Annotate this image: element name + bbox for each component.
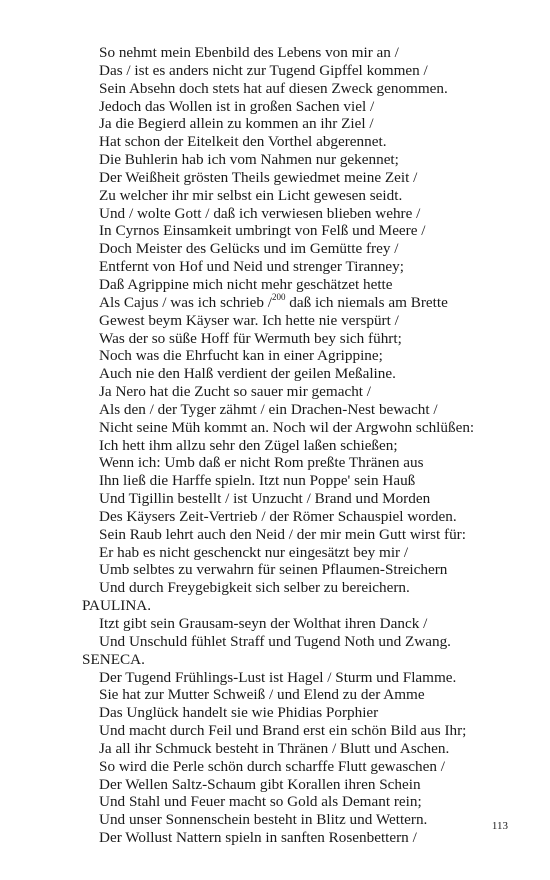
line-text: Entfernt von Hof und Neid und strenger Tiranney; xyxy=(99,258,404,276)
line-text: Wenn ich: Umb daß er nicht Rom preßte Thränen aus xyxy=(99,454,424,472)
line-text: So wird die Perle schön durch scharffe Flutt gewaschen / xyxy=(99,757,445,775)
line-text: Sein Raub lehrt auch den Neid / der mir mein Gutt wirst für: xyxy=(99,525,466,543)
line-text: Und durch Freygebigkeit sich selber zu bereichern. xyxy=(99,579,410,597)
verse-line xyxy=(82,508,522,526)
verse-line xyxy=(82,222,522,240)
verse-line xyxy=(82,330,522,348)
line-text: Nicht seine Müh kommt an. Noch wil der Argwohn schlüßen: xyxy=(99,418,475,436)
verse-line xyxy=(82,669,522,687)
speaker-name xyxy=(82,651,522,669)
verse-line xyxy=(82,526,522,544)
line-text: Als den / der Tyger zähmt / ein Drachen-Nest bewacht / xyxy=(99,400,438,418)
verse-line xyxy=(82,276,522,294)
line-text: Und unser Sonnenschein besteht in Blitz und Wettern. xyxy=(99,811,428,829)
line-text: Sein Absehn doch stets hat auf diesen Zweck genommen. xyxy=(99,79,448,97)
verse-line xyxy=(82,776,522,794)
verse-line xyxy=(82,44,522,62)
line-text: Der Tugend Frühlings-Lust ist Hagel / Sturm und Flamme. xyxy=(99,668,457,686)
line-text: Ja Nero hat die Zucht so sauer mir gemacht / xyxy=(99,383,372,401)
verse-line xyxy=(82,472,522,490)
verse-line xyxy=(82,401,522,419)
verse-line xyxy=(82,80,522,98)
line-text: Und Unschuld fühlet Straff und Tugend Noth und Zwang. xyxy=(99,632,451,650)
verse-line xyxy=(82,312,522,330)
verse-line xyxy=(82,686,522,704)
line-text: Des Käysers Zeit-Vertrieb / der Römer Schauspiel worden. xyxy=(99,507,457,525)
line-text: Gewest beym Käyser war. Ich hette nie verspürt / xyxy=(99,311,399,329)
line-text: In Cyrnos Einsamkeit umbringt von Felß und Meere / xyxy=(99,222,426,240)
verse-line xyxy=(82,437,522,455)
line-text: Ja die Begierd allein zu kommen an ihr Ziel / xyxy=(99,115,374,133)
line-text: Ja all ihr Schmuck besteht in Thränen / Blutt und Aschen. xyxy=(99,739,450,757)
verse-line xyxy=(82,291,522,312)
verse-line xyxy=(82,615,522,633)
line-text: Und / wolte Gott / daß ich verwiesen blieben wehre / xyxy=(99,204,421,222)
line-text: Auch nie den Halß verdient der geilen Meßaline. xyxy=(99,365,396,383)
verse-line xyxy=(82,98,522,116)
line-text: Das / ist es anders nicht zur Tugend Gipffel kommen / xyxy=(99,61,428,79)
speaker-name xyxy=(82,597,522,615)
line-text: Als Cajus / was ich schrieb / xyxy=(99,293,272,311)
verse-line xyxy=(82,722,522,740)
verse-line xyxy=(82,62,522,80)
line-text: Der Wollust Nattern spieln in sanften Rosenbettern / xyxy=(99,829,417,847)
page-number: 113 xyxy=(491,820,508,832)
verse-line xyxy=(82,205,522,223)
line-text: SENECA. xyxy=(82,650,145,668)
verse-line xyxy=(82,240,522,258)
line-text: Doch Meister des Gelücks und im Gemütte frey / xyxy=(99,240,399,258)
line-text: Das Unglück handelt sie wie Phidias Porphier xyxy=(99,704,379,722)
line-text: Hat schon der Eitelkeit den Vorthel abgerennet. xyxy=(99,133,387,151)
line-text: Und Tigillin bestellt / ist Unzucht / Brand und Morden xyxy=(99,490,431,508)
verse-line xyxy=(82,347,522,365)
verse-line xyxy=(82,561,522,579)
verse-line xyxy=(82,365,522,383)
line-text: Er hab es nicht geschenckt nur eingesätzt bey mir / xyxy=(99,543,409,561)
line-text: Und macht durch Feil und Brand erst ein schön Bild aus Ihr; xyxy=(99,722,467,740)
line-text: Zu welcher ihr mir selbst ein Licht gewesen seidt. xyxy=(99,186,403,204)
line-text: Noch was die Ehrfucht kan in einer Agrippine; xyxy=(99,347,383,365)
verse-line xyxy=(82,633,522,651)
verse-line xyxy=(82,115,522,133)
verse-line xyxy=(82,151,522,169)
line-text: Ich hett ihm allzu sehr den Zügel laßen schießen; xyxy=(99,436,398,454)
verse-line xyxy=(82,811,522,829)
verse-text-block xyxy=(82,44,522,847)
verse-line xyxy=(82,829,522,847)
line-text: Jedoch das Wollen ist in großen Sachen viel / xyxy=(99,97,375,115)
line-text: Sie hat zur Mutter Schweiß / und Elend zu der Amme xyxy=(99,686,425,704)
verse-line xyxy=(82,258,522,276)
verse-line xyxy=(82,758,522,776)
line-text: Die Buhlerin hab ich vom Nahmen nur gekennet; xyxy=(99,151,399,169)
verse-line xyxy=(82,383,522,401)
line-text: Itzt gibt sein Grausam-seyn der Wolthat ihren Danck / xyxy=(99,615,428,632)
line-text: Der Wellen Saltz-Schaum gibt Korallen ihren Schein xyxy=(99,775,421,793)
verse-line xyxy=(82,579,522,597)
line-text: Der Weißheit grösten Theils gewiedmet meine Zeit / xyxy=(99,168,418,186)
line-text: Ihn ließ die Harffe spieln. Itzt nun Poppe' sein Hauß xyxy=(99,472,416,490)
verse-line xyxy=(82,133,522,151)
verse-line xyxy=(82,454,522,472)
line-text: PAULINA. xyxy=(82,597,152,615)
verse-line xyxy=(82,490,522,508)
line-text: Daß Agrippine mich nicht mehr geschätzet hette xyxy=(99,275,393,293)
verse-line xyxy=(82,187,522,205)
verse-line xyxy=(82,544,522,562)
line-text: Umb selbtes zu verwahrn für seinen Pflaumen-Streichern xyxy=(99,561,448,579)
line-text-continued: daß ich niemals am Brette xyxy=(285,293,448,311)
line-text: Was der so süße Hoff für Wermuth bey sich führt; xyxy=(99,329,402,347)
verse-line xyxy=(82,793,522,811)
footnote-marker: 200 xyxy=(271,291,286,302)
line-text: Und Stahl und Feuer macht so Gold als Demant rein; xyxy=(99,793,422,811)
verse-line xyxy=(82,740,522,758)
verse-line xyxy=(82,419,522,437)
verse-line xyxy=(82,704,522,722)
verse-line xyxy=(82,169,522,187)
line-text: So nehmt mein Ebenbild des Lebens von mir an / xyxy=(99,44,399,61)
